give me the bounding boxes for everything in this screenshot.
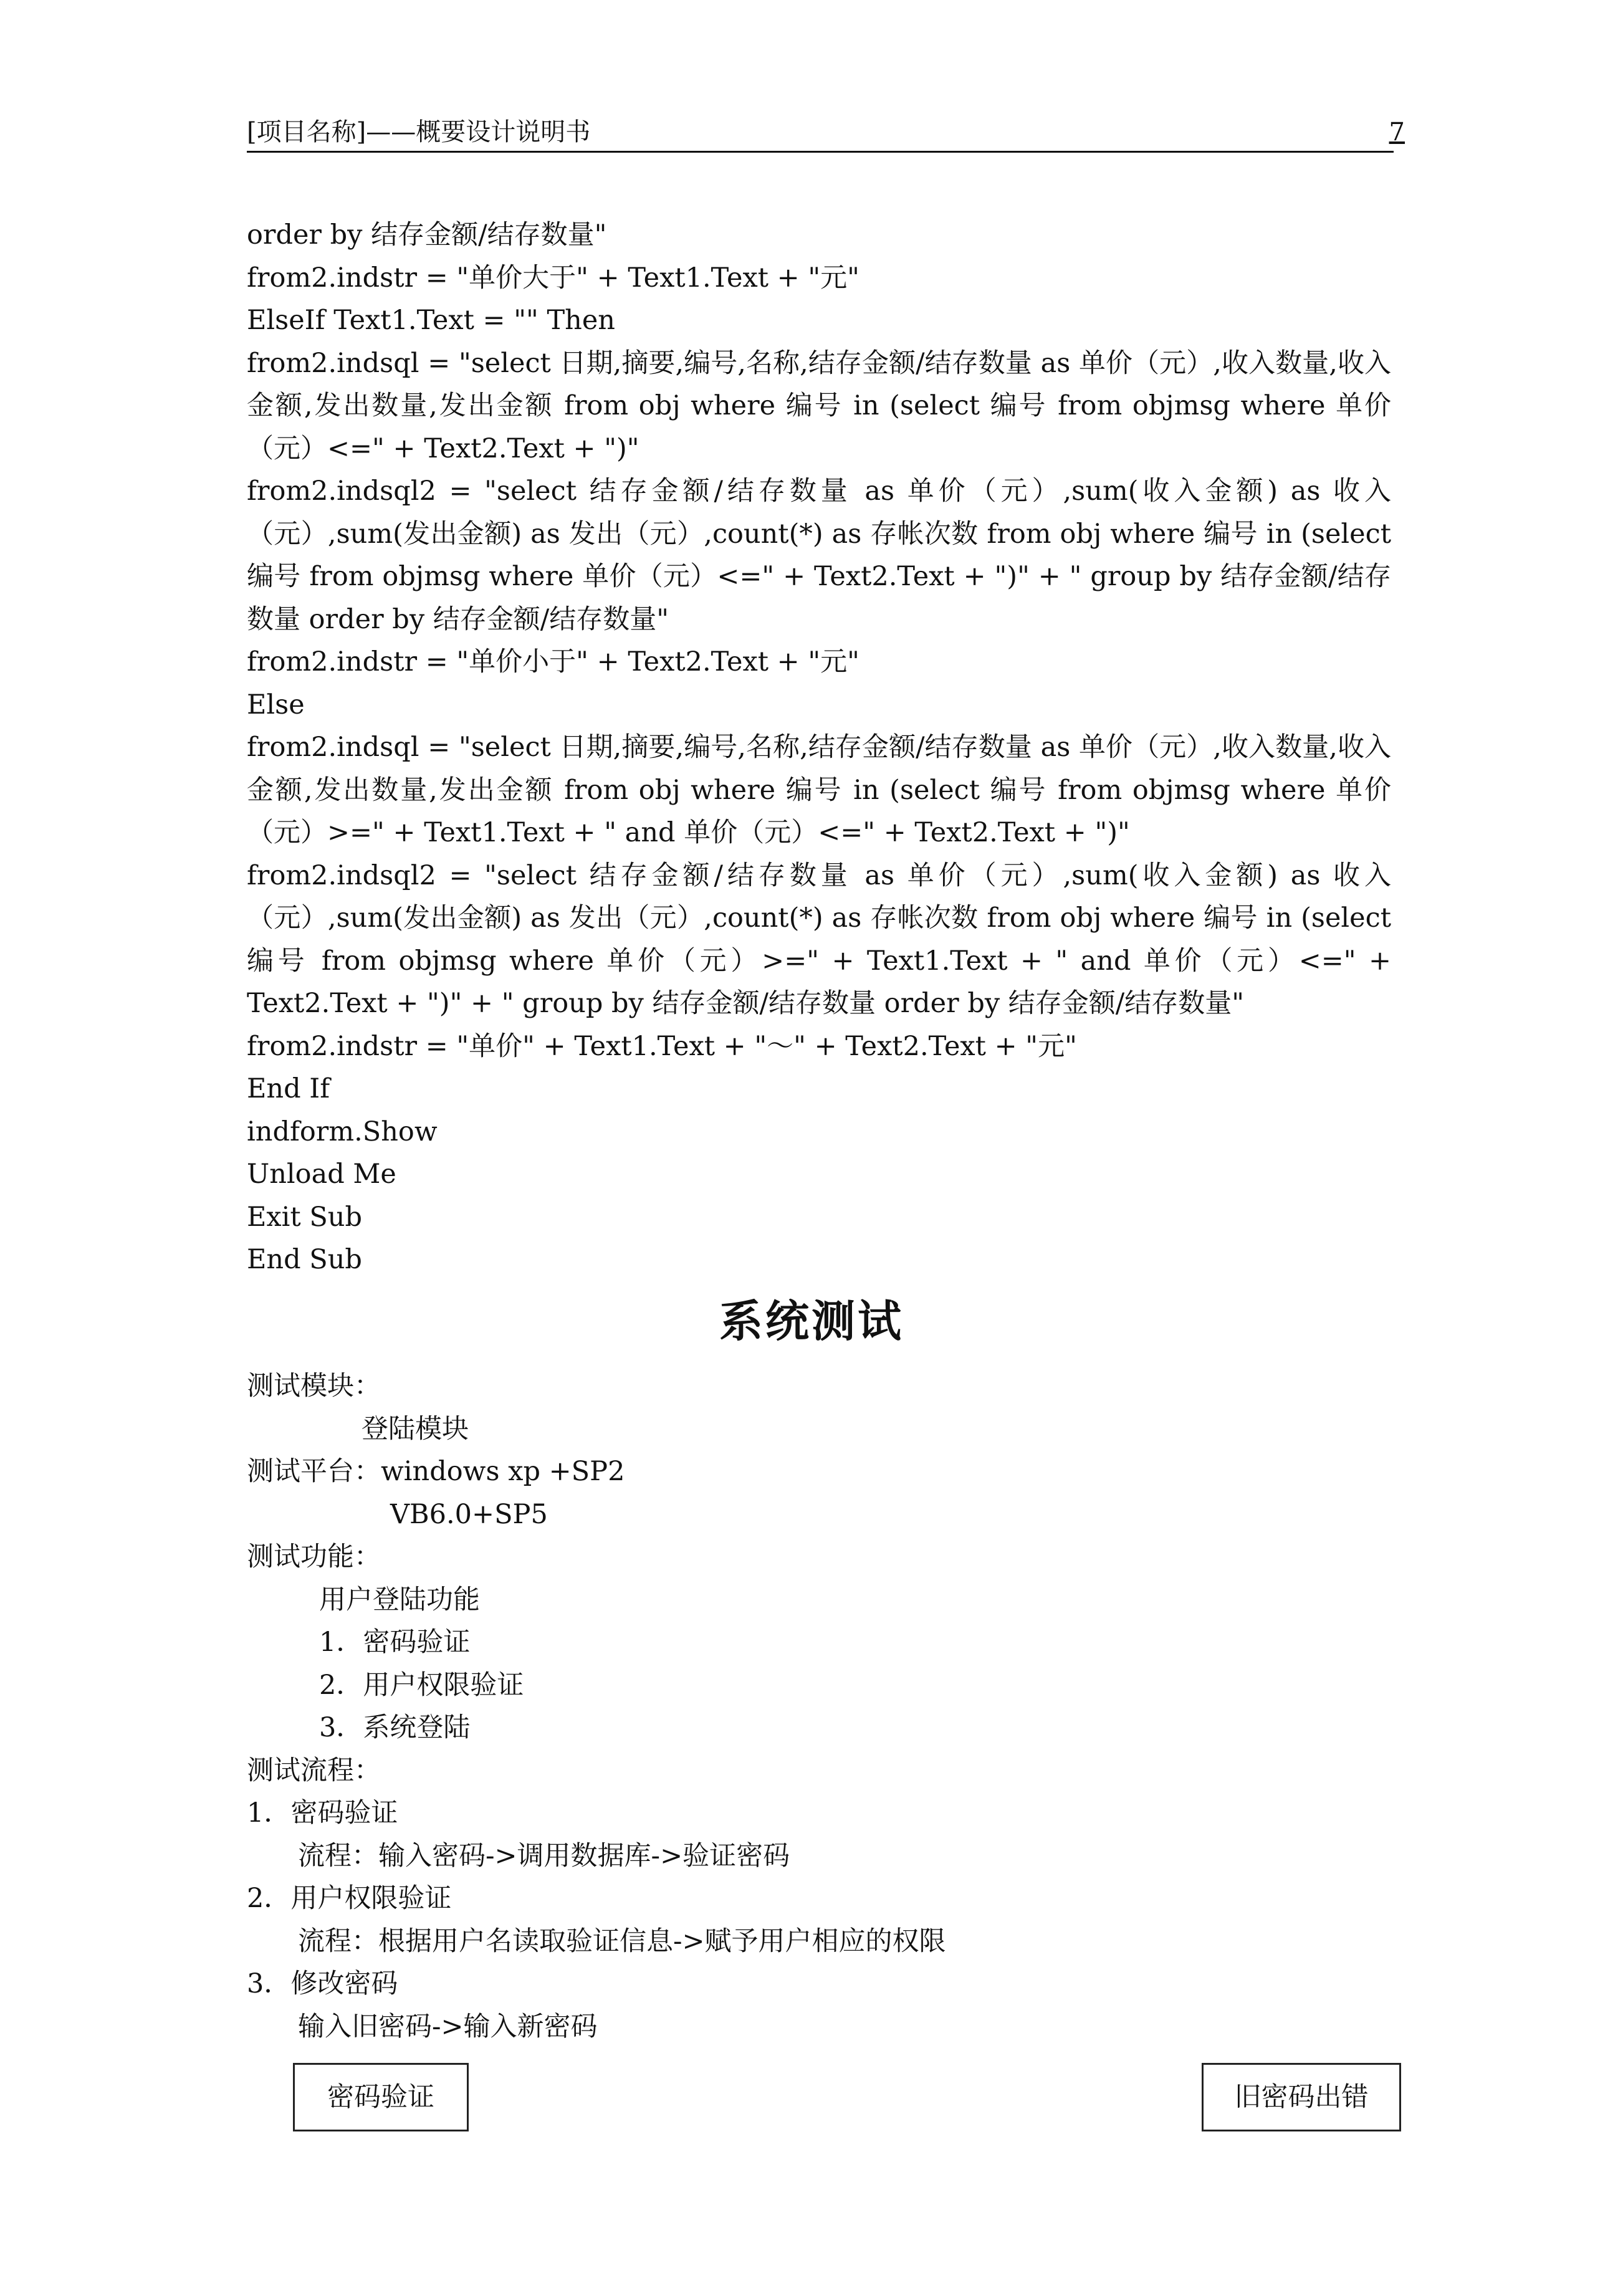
test-platform-value: windows xp +SP2: [381, 1456, 625, 1487]
test-platform-label: 测试平台：: [247, 1456, 381, 1487]
page-number: 7: [1389, 118, 1405, 146]
test-step-title: 1．密码验证: [247, 1797, 398, 1829]
test-function-item: 1．密码验证: [319, 1627, 471, 1658]
code-line: End If: [247, 1073, 330, 1104]
test-process-label: 测试流程：: [247, 1754, 381, 1786]
code-line: from2.indsql = "select 日期,摘要,编号,名称,结存金额/结存数量 as 单价（元）,收入数量,收入金额,发出数量,发出金额 from obj where 编号 in (select 编号 from objmsg where 单价（元）>=" + Text1.Text + " and 单价（元）<=" + Text2.Text + ")": [247, 732, 1391, 848]
test-step-detail: 流程：根据用户名读取验证信息->赋予用户相应的权限: [298, 1925, 946, 1957]
document-title: [项目名称]——概要设计说明书: [247, 118, 591, 146]
test-function-label: 测试功能：: [247, 1541, 381, 1572]
code-line: from2.indsql2 = "select 结存金额/结存数量 as 单价（元）,sum(收入金额) as 收入（元）,sum(发出金额) as 发出（元）,count(*) as 存帐次数 from obj where 编号 in (select 编号 from objmsg where 单价（元）>=" + Text1.Text + " and 单价（元）<=" + Text2.Text + ")" + " group by 结存金额/结存数量 order by 结存金额/结存数量": [247, 859, 1400, 1019]
test-function-item: 3．系统登陆: [319, 1712, 471, 1743]
code-line: indform.Show: [247, 1116, 438, 1147]
section-heading: 系统测试: [719, 1296, 904, 1347]
code-block: [247, 214, 1400, 1281]
code-line: order by 结存金额/结存数量": [247, 219, 607, 251]
code-line: from2.indsql = "select 日期,摘要,编号,名称,结存金额/结存数量 as 单价（元）,收入数量,收入金额,发出数量,发出金额 from obj where 编号 in (select 编号 from objmsg where 单价（元）<=" + Text2.Text + ")": [247, 347, 1391, 464]
test-module-label: 测试模块：: [247, 1370, 381, 1402]
code-line: End Sub: [247, 1244, 362, 1275]
code-line: ElseIf Text1.Text = "" Then: [247, 305, 615, 336]
test-step-title: 3．修改密码: [247, 1968, 398, 1999]
code-line: from2.indstr = "单价大于" + Text1.Text + "元": [247, 262, 859, 294]
test-platform: [247, 1450, 1391, 1493]
flow-box-password-verify: 密码验证: [293, 2063, 469, 2131]
test-platform-value-2: VB6.0+SP5: [390, 1498, 548, 1530]
test-step-detail: 流程：输入密码->调用数据库->验证密码: [298, 1840, 790, 1872]
code-line: Unload Me: [247, 1159, 396, 1190]
flow-box-old-password-error: 旧密码出错: [1202, 2063, 1401, 2131]
test-step-detail: 输入旧密码->输入新密码: [298, 2011, 598, 2042]
code-line: Else: [247, 689, 305, 720]
page-header: [247, 113, 1405, 153]
test-step-title: 2．用户权限验证: [247, 1883, 452, 1914]
code-line: from2.indstr = "单价" + Text1.Text + "～" + Text2.Text + "元": [247, 1030, 1077, 1062]
code-line: from2.indsql2 = "select 结存金额/结存数量 as 单价（元）,sum(收入金额) as 收入（元）,sum(发出金额) as 发出（元）,count(*) as 存帐次数 from obj where 编号 in (select 编号 from objmsg where 单价（元）<=" + Text2.Text + ")" + " group by 结存金额/结存数量 order by 结存金额/结存数量": [247, 476, 1400, 635]
code-line: Exit Sub: [247, 1201, 363, 1233]
test-module-value: 登陆模块: [361, 1413, 469, 1445]
test-function-title: 用户登陆功能: [319, 1584, 480, 1615]
test-section: [247, 1365, 1391, 2048]
code-line: from2.indstr = "单价小于" + Text2.Text + "元": [247, 646, 859, 677]
test-function-item: 2．用户权限验证: [319, 1669, 524, 1701]
